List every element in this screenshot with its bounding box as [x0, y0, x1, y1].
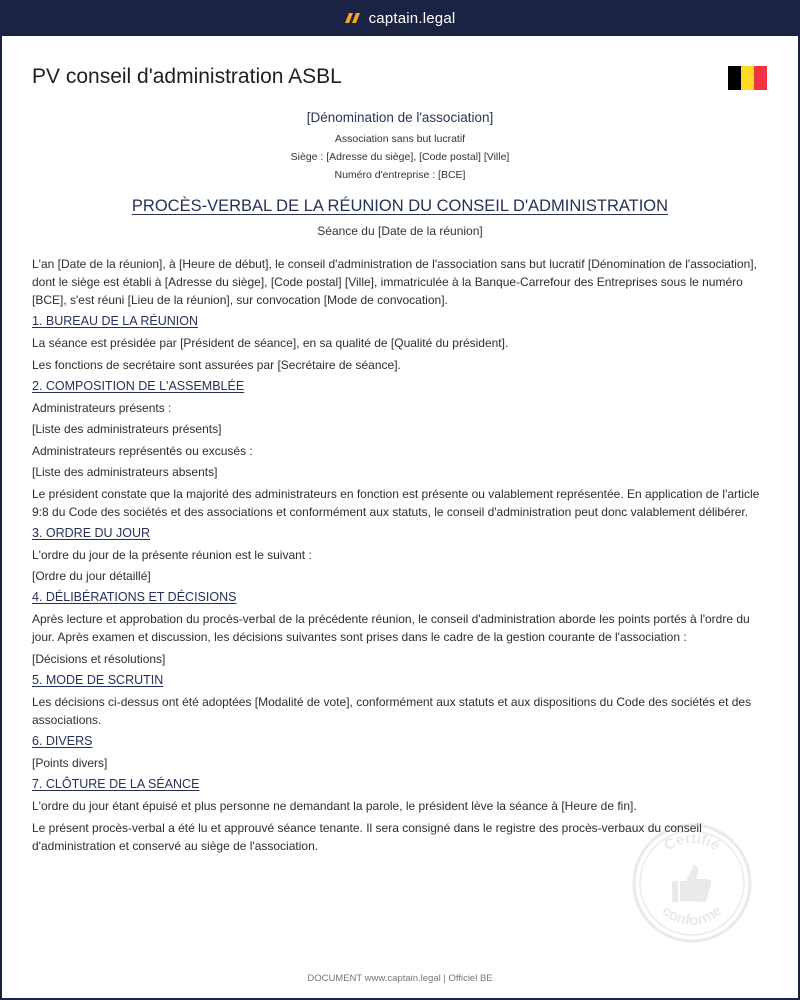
intro-paragraph: L'an [Date de la réunion], à [Heure de début], le conseil d'administration de l'association sans but lucratif [Dénomination de l'association], dont le siège est établi à [Adresse du siège], [Code postal] [Ville], immatriculée à la Banque-Carrefour des Entreprises sous le numéro [BCE], s'est réuni [Lieu de la réunion], sur convocation [Mode de convocation].	[32, 257, 757, 307]
quorum-paragraph: Le président constate que la majorité des administrateurs en fonction est présente ou valablement représentée. En application de l'article 9:8 du Code des sociétés et des associations et conformément aux statuts, le conseil d'administration peut donc valablement délibérer.	[32, 487, 760, 519]
flag-stripe-black	[728, 66, 741, 90]
belgium-flag-icon	[728, 66, 767, 90]
voting-paragraph: Les décisions ci-dessus ont été adoptées [Modalité de vote], conformément aux statuts et aux dispositions du Code des sociétés et des associations.	[32, 695, 752, 727]
flag-stripe-red	[754, 66, 767, 90]
misc-placeholder: [Points divers]	[32, 756, 108, 770]
approval-paragraph: Le présent procès-verbal a été lu et approuvé séance tenante. Il sera consigné dans le registre des procès-verbaux du conseil d'administration et conservé au siège de l'association.	[32, 821, 702, 853]
document-footer: DOCUMENT www.captain.legal | Officiel BE	[307, 973, 493, 984]
certified-stamp-icon	[630, 821, 754, 945]
association-name: [Dénomination de l'association]	[306, 110, 494, 125]
absent-label: Administrateurs représentés ou excusés :	[32, 444, 253, 458]
agenda-intro: L'ordre du jour de la présente réunion est le suivant :	[32, 548, 312, 562]
document-page	[2, 36, 798, 998]
section-2-heading: 2. COMPOSITION DE L'ASSEMBLÉE	[32, 379, 245, 393]
top-bar	[0, 0, 800, 36]
section-6-heading: 6. DIVERS	[32, 734, 93, 748]
section-1-secretary: Les fonctions de secrétaire sont assurées par [Secrétaire de séance].	[32, 358, 401, 372]
flag-stripe-yellow	[741, 66, 754, 90]
minutes-title: PROCÈS-VERBAL DE LA RÉUNION DU CONSEIL D'ADMINISTRATION	[131, 197, 669, 215]
session-date: Séance du [Date de la réunion]	[317, 224, 483, 238]
association-block	[2, 110, 798, 184]
decisions-placeholder: [Décisions et résolutions]	[32, 652, 166, 666]
section-7-heading: 7. CLÔTURE DE LA SÉANCE	[32, 777, 200, 791]
association-type: Association sans but lucratif	[334, 133, 466, 145]
document-title: PV conseil d'administration ASBL	[32, 65, 342, 88]
association-seat: Siège : [Adresse du siège], [Code postal] [Ville]	[290, 151, 510, 163]
closing-paragraph: L'ordre du jour étant épuisé et plus personne ne demandant la parole, le président lève la séance à [Heure de fin].	[32, 799, 637, 813]
section-1-heading: 1. BUREAU DE LA RÉUNION	[32, 314, 199, 328]
section-3-heading: 3. ORDRE DU JOUR	[32, 526, 151, 540]
svg-text:conforme: conforme	[658, 902, 726, 930]
agenda-detail: [Ordre du jour détaillé]	[32, 569, 151, 583]
brand-name: captain.legal	[368, 9, 456, 27]
captain-legal-logo-icon	[345, 12, 361, 24]
present-label: Administrateurs présents :	[32, 401, 172, 415]
deliberations-paragraph: Après lecture et approbation du procès-verbal de la précédente réunion, le conseil d'administration aborde les points portés à l'ordre du jour. Après examen et discussion, les décisions suivantes sont prises dans le cadre de la gestion courante de l'association :	[32, 612, 750, 644]
svg-text:Certifié: Certifié	[661, 829, 723, 855]
absent-list: [Liste des administrateurs absents]	[32, 465, 218, 479]
section-1-president: La séance est présidée par [Président de séance], en sa qualité de [Qualité du président].	[32, 336, 509, 350]
document-header	[32, 65, 768, 95]
section-4-heading: 4. DÉLIBÉRATIONS ET DÉCISIONS	[32, 590, 237, 604]
document-body	[32, 255, 764, 859]
company-number: Numéro d'entreprise : [BCE]	[334, 169, 466, 181]
present-list: [Liste des administrateurs présents]	[32, 422, 222, 436]
section-5-heading: 5. MODE DE SCRUTIN	[32, 673, 164, 687]
